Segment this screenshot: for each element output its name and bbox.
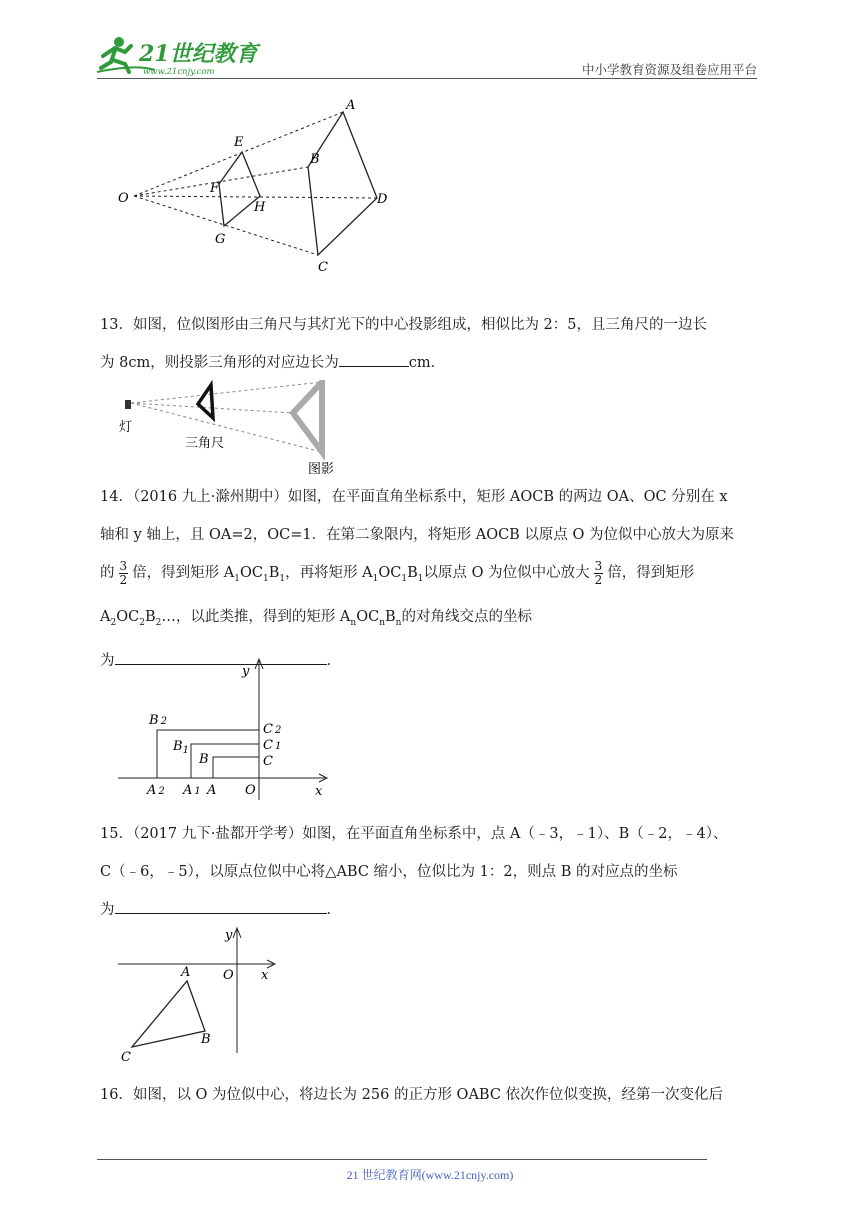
q16-line-1: 16．如图，以 O 为位似中心，将边长为 256 的正方形 OABC 依次作位似变换，经第一次变化后 <box>100 1087 724 1103</box>
axis-x-label: x <box>261 968 269 983</box>
label-A: A <box>346 98 356 113</box>
fraction-three-halves: $\frac{3}{2}$ <box>119 558 128 587</box>
q15-line-3: 为 ． <box>100 891 760 929</box>
site-logo <box>95 34 265 76</box>
label-B: B <box>201 1032 211 1047</box>
q15-line-1: 15．（2017 九下·盐都开学考）如图，在平面直角坐标系中，点 A（﹣3，﹣1）、B（﹣2，﹣4）、 <box>100 826 728 842</box>
q14-line-3: 的 $\frac{3}{2}$ 倍，得到矩形 $A_1OC_1B_1$，再将矩形 $A_1OC_1B_1$以原点 O 为位似中心放大 $\frac{3}{2}$ 倍，得到矩形 <box>100 558 695 587</box>
q14-line-2: 轴和 y 轴上，且 OA=2，OC=1．在第二象限内，将矩形 AOCB 以原点 O 为位似中心放大为原来 <box>100 527 735 543</box>
question-13 <box>100 306 760 382</box>
q13-line-2: 为 8cm，则投影三角形的对应边长为 cm． <box>100 344 760 382</box>
ruler-label: 三角尺 <box>185 436 225 451</box>
q13-answer-blank[interactable] <box>339 351 409 367</box>
origin-label: O <box>245 783 256 798</box>
label-A1: A 1 <box>183 783 201 798</box>
label-B1: $B_1$ <box>173 739 189 756</box>
logo-url: www.21cnjy.com <box>143 67 215 76</box>
label-B: B <box>310 152 320 167</box>
label-A: A <box>207 783 217 798</box>
shadow-label: 图影 <box>308 462 335 477</box>
footer-link[interactable]: 21 世纪教育网(www.21cnjy.com) <box>346 1168 514 1182</box>
projection-figure <box>110 95 400 280</box>
ruler-triangle <box>198 385 213 418</box>
header-tagline: 中小学教育资源及组卷应用平台 <box>581 62 757 77</box>
question-15 <box>100 815 760 929</box>
lamp-shadow-figure <box>115 380 355 478</box>
q14-line-1: 14．（2016 九上·滁州期中）如图，在平面直角坐标系中，矩形 AOCB 的两边 OA、OC 分别在 x <box>100 489 728 505</box>
q15-answer-blank[interactable] <box>115 898 327 914</box>
label-D: D <box>377 192 388 207</box>
lamp-icon <box>125 400 131 409</box>
q14-line-4: $A_2OC_2B_2\dots$，以此类推，得到的矩形 $A_nOC_nB_n$的对角线交点的坐标 <box>100 608 532 628</box>
question-16 <box>100 1076 760 1114</box>
axis-y-label: y <box>225 928 233 943</box>
fraction-three-halves-2: $\frac{3}{2}$ <box>594 558 603 587</box>
question-14 <box>100 478 760 680</box>
runner-logo-icon <box>95 34 265 76</box>
label-E: E <box>234 135 244 150</box>
label-C1: C 1 <box>263 738 282 753</box>
label-F: F <box>210 181 220 196</box>
header-divider <box>97 78 757 79</box>
shadow-triangle <box>293 382 322 452</box>
footer-divider <box>97 1159 707 1160</box>
label-C: C <box>121 1050 131 1065</box>
logo-text: 21世纪教育 <box>139 41 258 67</box>
q14-line-5: 为 ． <box>100 642 760 680</box>
label-O: O <box>118 191 129 206</box>
rectangles-axes-figure <box>115 655 335 803</box>
label-H: H <box>254 200 266 215</box>
q13-line-1: 13．如图，位似图形由三角尺与其灯光下的中心投影组成，相似比为 2：5，且三角尺的一边长 <box>100 317 708 333</box>
triangle-axes-figure <box>115 925 280 1065</box>
label-B: B <box>199 752 209 767</box>
label-C: C <box>263 754 273 769</box>
lamp-label: 灯 <box>119 420 133 435</box>
origin-label: O <box>223 968 234 983</box>
label-C: C <box>318 260 328 275</box>
q15-line-2: C（﹣6，﹣5），以原点位似中心将△ABC 缩小，位似比为 1：2，则点 B 的对应点的坐标 <box>100 864 678 880</box>
label-G: G <box>215 232 226 247</box>
label-A: A <box>181 965 191 980</box>
label-B2: B 2 <box>149 713 167 728</box>
label-A2: A 2 <box>147 783 165 798</box>
axis-x-label: x <box>315 784 323 799</box>
label-C2: C 2 <box>263 722 282 737</box>
axis-y-label: y <box>242 664 250 679</box>
